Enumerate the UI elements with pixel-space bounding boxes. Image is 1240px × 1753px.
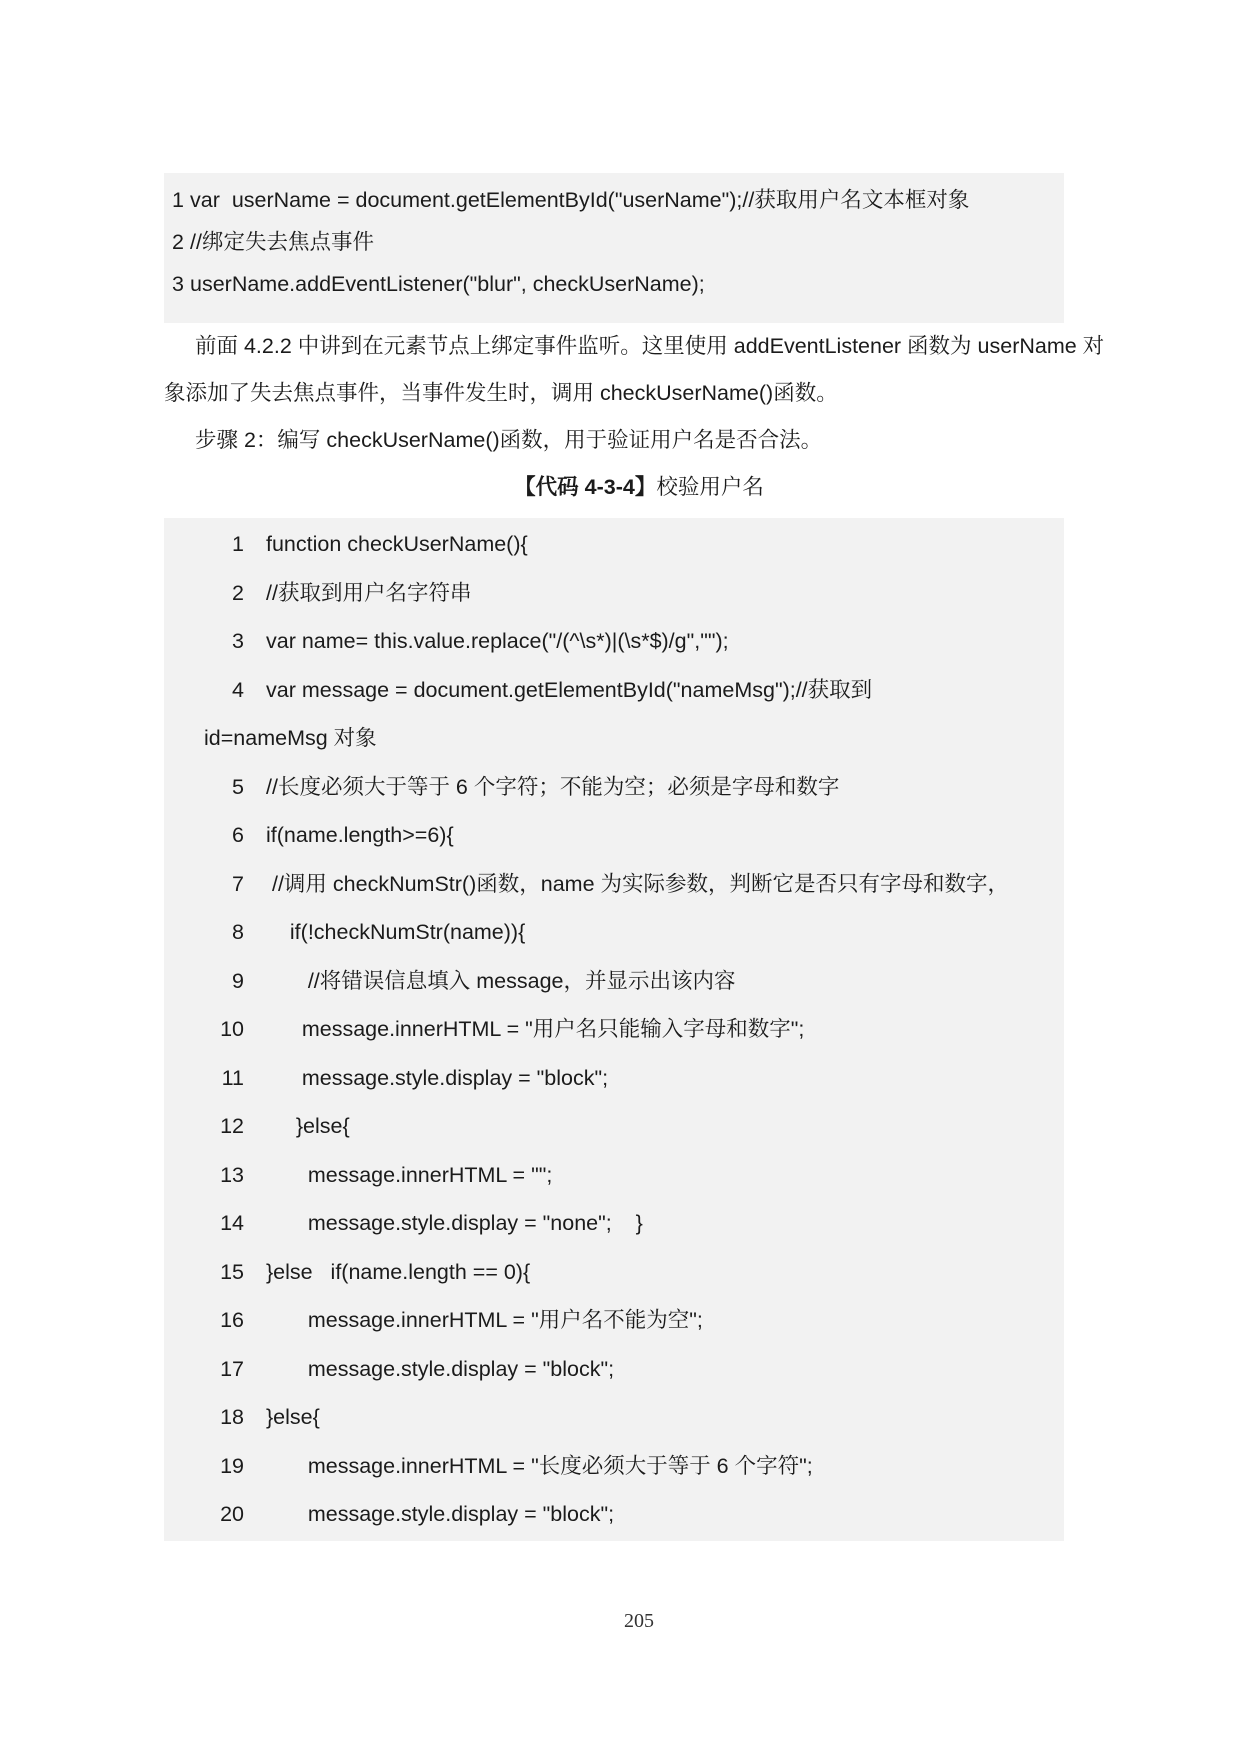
line-number: 11 <box>221 1065 244 1090</box>
line-number: 6 <box>232 823 244 847</box>
code-line <box>164 221 1064 263</box>
line-number: 2 <box>172 230 184 254</box>
code-line <box>164 569 1064 618</box>
code-text: if(!checkNumStr(name)){ <box>266 920 526 944</box>
line-number: 9 <box>232 968 244 993</box>
code-line <box>164 179 1064 221</box>
code-text: message.innerHTML = "用户名不能为空"; <box>266 1308 703 1332</box>
line-number: 1 <box>232 532 244 556</box>
code-text: }else{ <box>266 1405 320 1429</box>
line-number: 12 <box>220 1114 244 1138</box>
code-text: message.innerHTML = "长度必须大于等于 6 个字符"; <box>266 1453 813 1478</box>
code-line <box>164 1199 1064 1248</box>
code-text: message.style.display = "block"; <box>266 1356 615 1381</box>
code-text: //绑定失去焦点事件 <box>190 230 374 254</box>
code-line <box>164 1102 1064 1151</box>
code-text: //调用 checkNumStr()函数，name 为实际参数，判断它是否只有字母和数字， <box>266 871 1010 896</box>
line-number: 16 <box>220 1308 244 1332</box>
code-line <box>164 1442 1064 1491</box>
line-number: 3 <box>172 272 184 296</box>
code-text: id=nameMsg 对象 <box>204 726 377 750</box>
paragraph-explanation: 前面 4.2.2 中讲到在元素节点上绑定事件监听。这里使用 addEventListener 函数为 userName 对象添加了失去焦点事件，当事件发生时，调用 checkUserName()函数。 <box>164 334 1105 405</box>
code-caption-title: 校验用户名 <box>656 475 764 499</box>
code-caption <box>164 464 1114 511</box>
line-number: 7 <box>232 871 244 896</box>
line-number: 2 <box>232 580 244 605</box>
code-text: message.style.display = "block"; <box>266 1065 609 1090</box>
code-line <box>164 763 1064 812</box>
body-text <box>164 323 1114 511</box>
code-line <box>164 811 1064 860</box>
code-text: message.style.display = "none"; } <box>266 1211 643 1235</box>
line-number: 14 <box>220 1211 244 1235</box>
code-text: var userName = document.getElementById("userName");//获取用户名文本框对象 <box>190 188 970 212</box>
code-text: }else{ <box>266 1114 350 1138</box>
line-number: 10 <box>220 1017 244 1041</box>
line-number: 19 <box>220 1453 244 1478</box>
code-line <box>164 1345 1064 1394</box>
code-text: message.innerHTML = "用户名只能输入字母和数字"; <box>266 1017 805 1041</box>
code-line <box>164 957 1064 1006</box>
code-text: var message = document.getElementById("nameMsg");//获取到 <box>266 677 873 702</box>
code-line <box>164 263 1064 305</box>
code-line <box>164 617 1064 666</box>
code-text: message.style.display = "block"; <box>266 1502 615 1526</box>
code-text: //将错误信息填入 message，并显示出该内容 <box>266 968 736 993</box>
line-number: 15 <box>220 1259 244 1284</box>
line-number: 18 <box>220 1405 244 1429</box>
code-line <box>164 1151 1064 1200</box>
code-caption-label: 【代码 4-3-4】 <box>514 475 657 499</box>
code-text: message.innerHTML = ""; <box>266 1162 553 1187</box>
code-line <box>164 1248 1064 1297</box>
line-number: 13 <box>220 1162 244 1187</box>
code-line <box>164 520 1064 569</box>
code-text: //获取到用户名字符串 <box>266 580 472 605</box>
code-line <box>164 860 1064 909</box>
code-line <box>164 666 1064 715</box>
code-line <box>164 908 1064 957</box>
line-number: 17 <box>220 1356 244 1381</box>
code-block-check-username <box>164 518 1064 1541</box>
code-line <box>164 1490 1064 1539</box>
code-block-event-binding <box>164 173 1064 323</box>
code-line <box>164 1054 1064 1103</box>
code-text: }else if(name.length == 0){ <box>266 1259 531 1284</box>
code-text: function checkUserName(){ <box>266 532 528 556</box>
line-number: 3 <box>232 629 244 653</box>
line-number: 1 <box>172 188 184 212</box>
line-number: 5 <box>232 774 244 799</box>
code-text: if(name.length>=6){ <box>266 823 454 847</box>
code-text: var name= this.value.replace("/(^\s*)|(\s*$)/g",""); <box>266 629 729 653</box>
line-number: 20 <box>220 1502 244 1526</box>
line-number: 8 <box>232 920 244 944</box>
code-text: //长度必须大于等于 6 个字符；不能为空；必须是字母和数字 <box>266 774 840 799</box>
line-number: 4 <box>232 677 244 702</box>
code-text: userName.addEventListener("blur", checkUserName); <box>190 272 705 296</box>
code-line <box>164 1296 1064 1345</box>
code-line <box>164 1393 1064 1442</box>
page-number: 205 <box>624 1610 654 1632</box>
code-line-wrapped <box>164 714 1064 763</box>
code-line <box>164 1005 1064 1054</box>
paragraph-step2: 步骤 2：编写 checkUserName()函数，用于验证用户名是否合法。 <box>195 428 823 452</box>
